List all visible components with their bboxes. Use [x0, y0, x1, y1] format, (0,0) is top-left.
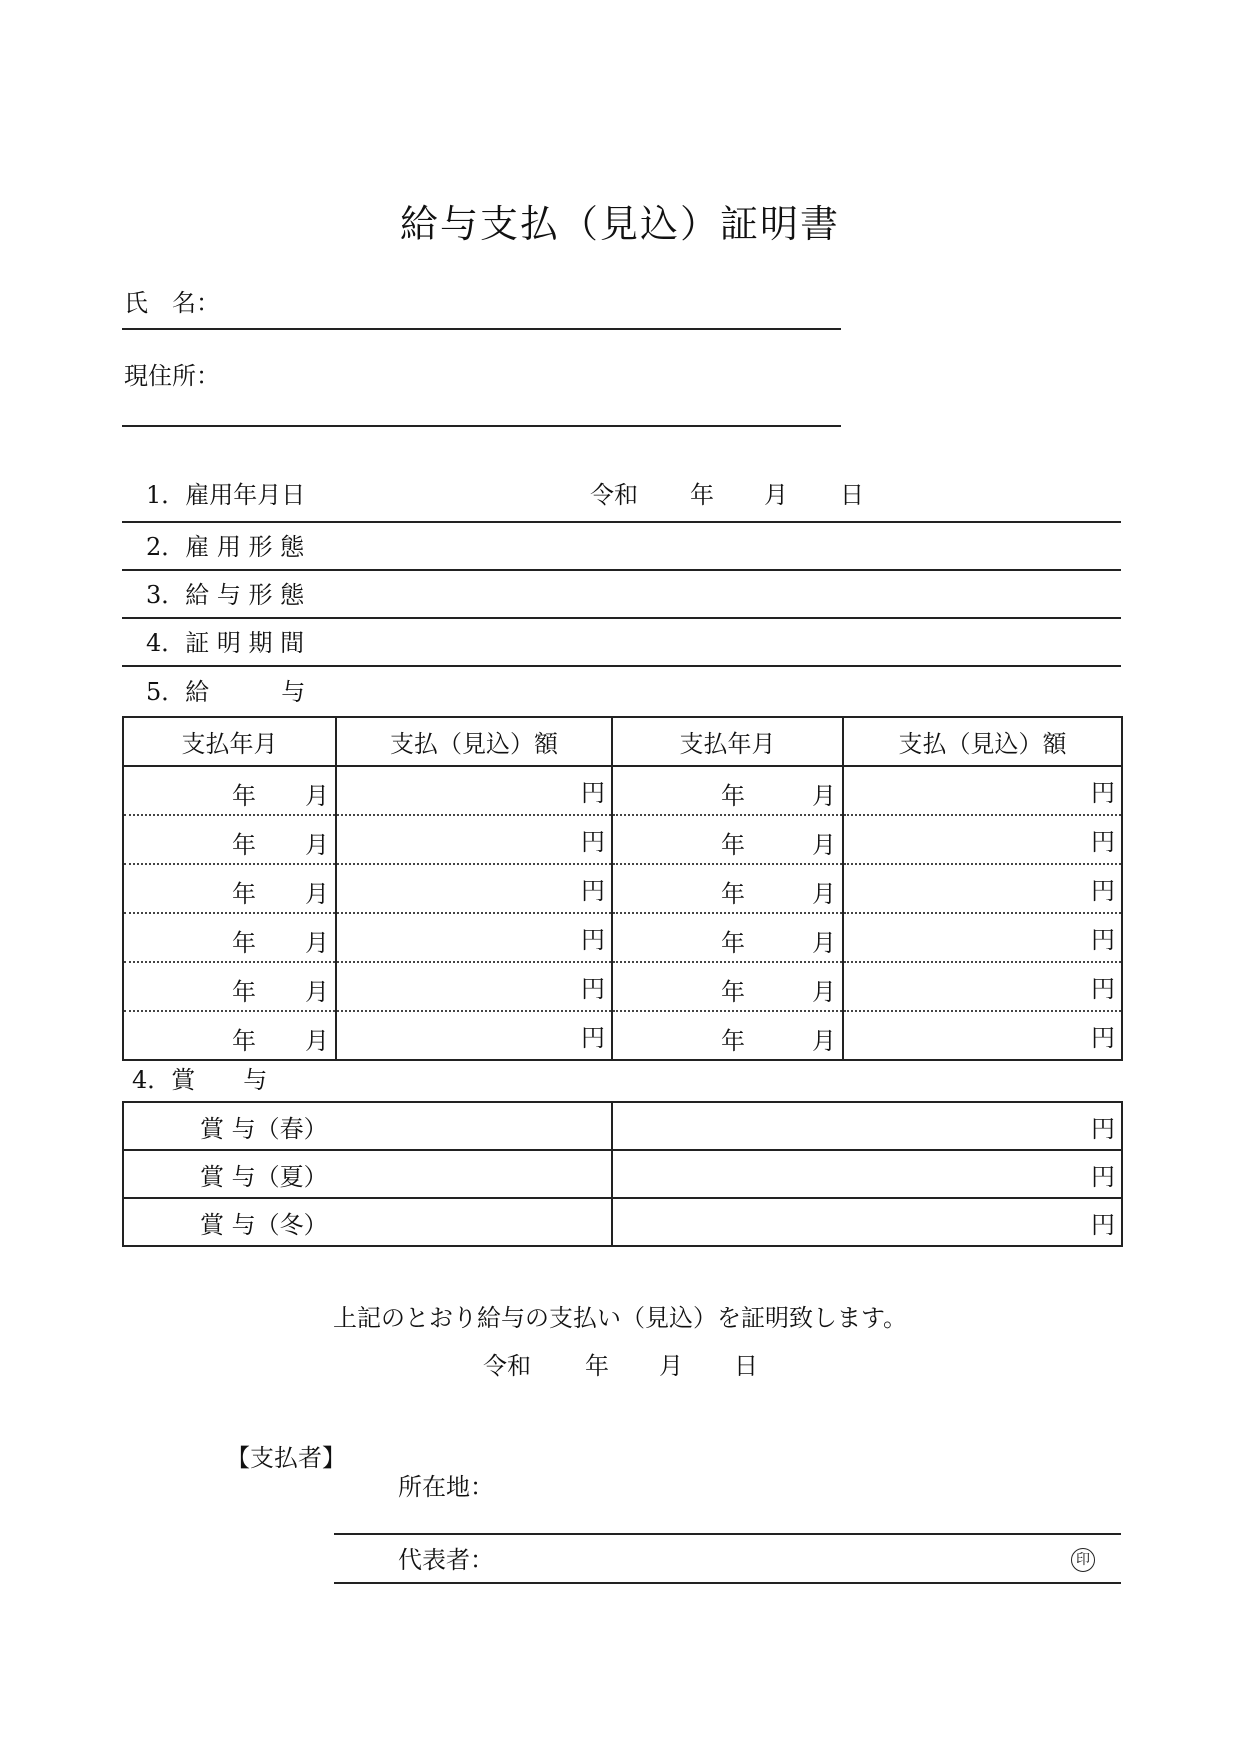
- payment-amount-cell[interactable]: 円: [336, 815, 612, 864]
- payment-amount-cell[interactable]: 円: [843, 962, 1122, 1011]
- address-label: 現住所：: [124, 362, 220, 390]
- divider: [122, 617, 1121, 619]
- payment-month-cell[interactable]: [612, 815, 843, 864]
- month-unit: 月: [305, 978, 329, 1006]
- certification-day: 日: [734, 1352, 758, 1380]
- payer-representative-label: 代表者：: [398, 1546, 494, 1574]
- payment-month-cell[interactable]: [123, 1011, 336, 1060]
- month-unit: 月: [305, 831, 329, 859]
- year-unit: 年: [721, 782, 745, 810]
- year-unit: 年: [232, 929, 256, 957]
- address-field-line[interactable]: [122, 425, 841, 427]
- bonus-section-label: 4．賞 与: [132, 1066, 268, 1094]
- year-unit: 年: [721, 1027, 745, 1055]
- table-row: [123, 766, 1122, 815]
- year-unit: 年: [232, 978, 256, 1006]
- year-unit: 年: [721, 880, 745, 908]
- month-unit: 月: [305, 782, 329, 810]
- payment-amount-cell[interactable]: 円: [336, 913, 612, 962]
- payment-month-cell[interactable]: [123, 864, 336, 913]
- payer-location-line[interactable]: [334, 1533, 1121, 1535]
- year-unit: 年: [232, 831, 256, 859]
- employment-date-label: 1．雇用年月日: [146, 481, 306, 509]
- table-row: [123, 864, 1122, 913]
- table-row: [123, 1011, 1122, 1060]
- certification-statement: 上記のとおり給与の支払い（見込）を証明致します。: [332, 1304, 908, 1332]
- payment-amount-cell[interactable]: 円: [336, 766, 612, 815]
- payment-month-cell[interactable]: [123, 962, 336, 1011]
- payer-representative-line[interactable]: [334, 1582, 1121, 1584]
- employment-date-era: 令和: [590, 481, 638, 509]
- payment-amount-cell[interactable]: 円: [843, 1011, 1122, 1060]
- certification-period-label: 4．証 明 期 間: [146, 629, 305, 657]
- bonus-spring-amount[interactable]: 円: [612, 1102, 1122, 1150]
- payment-amount-cell[interactable]: 円: [843, 913, 1122, 962]
- payment-month-cell[interactable]: [123, 766, 336, 815]
- employment-date-day: 日: [840, 481, 864, 509]
- table-row: [123, 962, 1122, 1011]
- salary-type-label: 3．給 与 形 態: [146, 581, 305, 609]
- year-unit: 年: [232, 782, 256, 810]
- payment-amount-cell[interactable]: 円: [336, 864, 612, 913]
- salary-table: [122, 716, 1123, 1061]
- salary-section-label: 5．給 与: [146, 678, 306, 706]
- seal-icon: 印: [1071, 1548, 1095, 1572]
- divider: [122, 521, 1121, 523]
- table-row: [123, 815, 1122, 864]
- document-title: 給与支払（見込）証明書: [399, 202, 840, 246]
- month-unit: 月: [305, 1027, 329, 1055]
- bonus-winter-label: 賞 与（冬）: [123, 1198, 612, 1246]
- month-unit: 月: [812, 978, 836, 1006]
- name-label: 氏 名：: [124, 289, 220, 317]
- payment-month-cell[interactable]: [612, 864, 843, 913]
- certification-year: 年: [585, 1352, 609, 1380]
- month-unit: 月: [812, 1027, 836, 1055]
- table-row: [123, 1150, 1122, 1198]
- header-payment-amount: 支払（見込）額: [843, 717, 1122, 766]
- salary-table-header: [123, 717, 1122, 766]
- header-payment-month: 支払年月: [612, 717, 843, 766]
- bonus-winter-amount[interactable]: 円: [612, 1198, 1122, 1246]
- employment-type-label: 2．雇 用 形 態: [146, 533, 305, 561]
- employment-date-year: 年: [690, 481, 714, 509]
- bonus-spring-label: 賞 与（春）: [123, 1102, 612, 1150]
- divider: [122, 569, 1121, 571]
- payment-month-cell[interactable]: [612, 913, 843, 962]
- payer-section-label: 【支払者】: [226, 1444, 346, 1472]
- payment-amount-cell[interactable]: 円: [843, 766, 1122, 815]
- payment-month-cell[interactable]: [612, 962, 843, 1011]
- year-unit: 年: [232, 880, 256, 908]
- payment-month-cell[interactable]: [612, 1011, 843, 1060]
- month-unit: 月: [305, 880, 329, 908]
- payment-amount-cell[interactable]: 円: [336, 962, 612, 1011]
- payment-month-cell[interactable]: [612, 766, 843, 815]
- month-unit: 月: [812, 929, 836, 957]
- table-row: [123, 1102, 1122, 1150]
- payment-month-cell[interactable]: [123, 913, 336, 962]
- year-unit: 年: [232, 1027, 256, 1055]
- name-field-line[interactable]: [122, 328, 841, 330]
- certification-month: 月: [659, 1352, 683, 1380]
- divider: [122, 665, 1121, 667]
- month-unit: 月: [812, 880, 836, 908]
- table-row: [123, 1198, 1122, 1246]
- month-unit: 月: [812, 782, 836, 810]
- bonus-table: [122, 1101, 1123, 1247]
- certification-era: 令和: [483, 1352, 531, 1380]
- payment-amount-cell[interactable]: 円: [843, 815, 1122, 864]
- employment-date-month: 月: [764, 481, 788, 509]
- bonus-summer-amount[interactable]: 円: [612, 1150, 1122, 1198]
- payment-amount-cell[interactable]: 円: [336, 1011, 612, 1060]
- month-unit: 月: [812, 831, 836, 859]
- payment-month-cell[interactable]: [123, 815, 336, 864]
- year-unit: 年: [721, 929, 745, 957]
- header-payment-month: 支払年月: [123, 717, 336, 766]
- table-row: [123, 913, 1122, 962]
- year-unit: 年: [721, 831, 745, 859]
- bonus-summer-label: 賞 与（夏）: [123, 1150, 612, 1198]
- header-payment-amount: 支払（見込）額: [336, 717, 612, 766]
- month-unit: 月: [305, 929, 329, 957]
- payment-amount-cell[interactable]: 円: [843, 864, 1122, 913]
- payer-location-label: 所在地：: [398, 1473, 494, 1501]
- year-unit: 年: [721, 978, 745, 1006]
